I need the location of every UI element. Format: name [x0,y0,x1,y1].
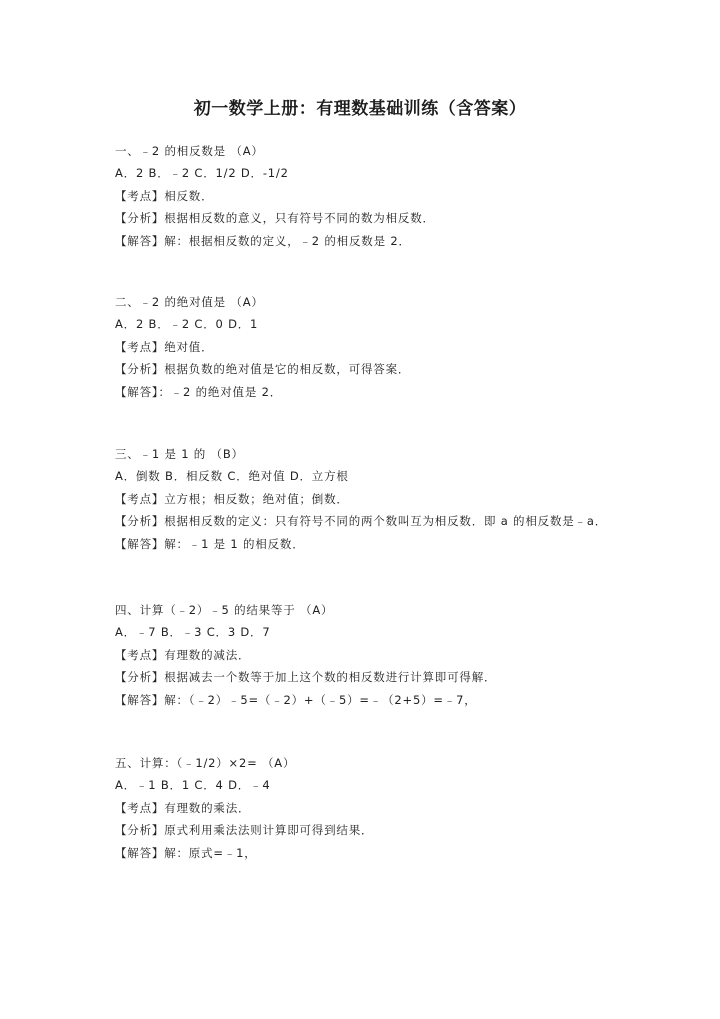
question-stem: 五、计算：（﹣1/2）×2= （A） [115,756,296,770]
question-4 [115,599,615,711]
question-kaodian: 【考点】相反数． [115,188,214,203]
question-jieda: 【解答】：﹣2 的绝对值是 2． [115,384,282,399]
question-fenxi: 【分析】根据负数的绝对值是它的相反数，可得答案． [115,362,411,377]
question-fenxi: 【分析】根据相反数的意义，只有符号不同的数为相反数． [115,211,435,226]
question-options: A．﹣1 B．1 C．4 D．﹣4 [115,778,271,793]
question-stem: 四、计算（﹣2）﹣5 的结果等于 （A） [115,603,334,617]
page-title: 初一数学上册：有理数基础训练（含答案） [193,99,527,119]
question-kaodian: 【考点】有理数的乘法． [115,800,251,815]
question-jieda: 【解答】解：根据相反数的定义，﹣2 的相反数是 2． [115,233,411,248]
question-stem: 一、﹣2 的相反数是 （A） [115,144,264,158]
question-1 [115,140,615,252]
question-jieda: 【解答】解：（﹣2）﹣5=（﹣2）+（﹣5）=﹣（2+5）=﹣7， [115,692,477,707]
question-stem: 二、﹣2 的绝对值是 （A） [115,295,264,309]
question-kaodian: 【考点】有理数的减法． [115,647,251,662]
question-options: A．﹣7 B．﹣3 C．3 D．7 [115,625,271,640]
question-fenxi: 【分析】根据减去一个数等于加上这个数的相反数进行计算即可得解． [115,670,497,685]
question-5 [115,752,615,864]
question-fenxi: 【分析】原式利用乘法法则计算即可得到结果． [115,823,374,838]
question-2 [115,291,615,403]
question-fenxi: 【分析】根据相反数的定义：只有符号不同的两个数叫互为相反数．即 a 的相反数是﹣a． [115,514,608,529]
question-kaodian: 【考点】立方根；相反数；绝对值；倒数． [115,491,349,506]
question-kaodian: 【考点】绝对值． [115,339,214,354]
question-jieda: 【解答】解：﹣1 是 1 的相反数． [115,536,305,551]
question-jieda: 【解答】解：原式=﹣1， [115,845,257,860]
question-3 [115,443,615,555]
question-options: A．倒数 B．相反数 C．绝对值 D．立方根 [115,469,349,484]
question-options: A．2 B．﹣2 C．0 D．1 [115,317,259,332]
question-stem: 三、﹣1 是 1 的 （B） [115,447,244,461]
question-options: A．2 B．﹣2 C．1/2 D．-1/2 [115,166,289,181]
